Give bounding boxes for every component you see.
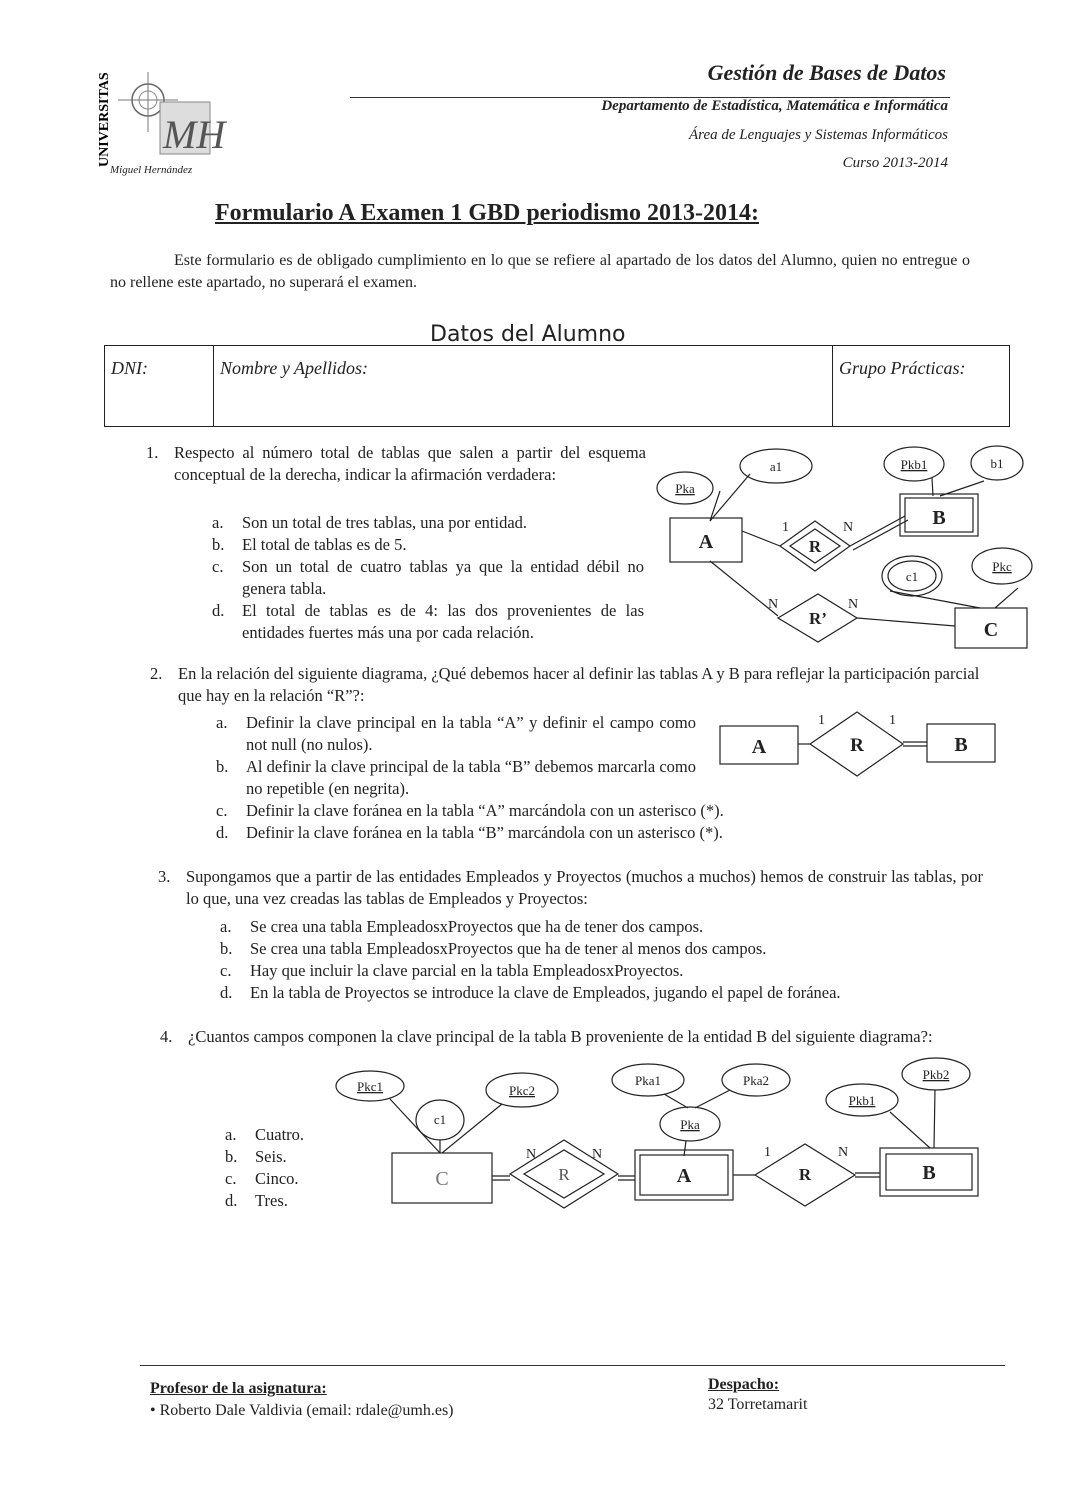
group-field[interactable] bbox=[833, 346, 1010, 427]
option-b[interactable] bbox=[212, 534, 644, 556]
option-text: Cinco. bbox=[255, 1169, 299, 1188]
option-text: Definir la clave foránea en la tabla “B” marcándola con un asterisco (*). bbox=[246, 823, 723, 842]
intro-paragraph: Este formulario es de obligado cumplimiento en lo que se refiere al apartado de los datos del Alumno, quien no entregue o no rellene este apartado, no superará el examen. bbox=[110, 252, 970, 291]
attr-label: Pkb2 bbox=[922, 1067, 950, 1082]
cardinality-label: 1 bbox=[764, 1145, 771, 1160]
logo-university-name: Miguel Hernández bbox=[110, 164, 193, 176]
attr-label: Pka2 bbox=[743, 1073, 769, 1088]
svg-text:MH: MH bbox=[163, 112, 226, 157]
academic-year: Curso 2013-2014 bbox=[842, 155, 948, 171]
attr-label: Pkb1 bbox=[900, 457, 928, 472]
option-letter: c. bbox=[216, 801, 228, 820]
question-3 bbox=[158, 866, 983, 910]
relation-label: R bbox=[808, 537, 822, 556]
option-b[interactable] bbox=[220, 938, 980, 960]
relation-label: R bbox=[850, 735, 864, 756]
option-letter: d. bbox=[216, 823, 229, 842]
course-title: Gestión de Bases de Datos bbox=[707, 60, 946, 85]
option-text: En la tabla de Proyectos se introduce la clave de Empleados, jugando el papel de foránea. bbox=[250, 983, 841, 1002]
option-letter: d. bbox=[212, 601, 225, 620]
option-letter: a. bbox=[225, 1125, 237, 1144]
office-value: 32 Torretamarit bbox=[708, 1396, 808, 1413]
option-c[interactable] bbox=[216, 800, 916, 822]
question-number: 4. bbox=[160, 1027, 173, 1046]
option-text: El total de tablas es de 4: las dos provenientes de las entidades fuertes más una por cada relación. bbox=[242, 601, 644, 642]
er-diagram-2 bbox=[715, 706, 1005, 786]
university-logo-icon bbox=[118, 72, 226, 172]
option-text: Definir la clave foránea en la tabla “A” marcándola con un asterisco (*). bbox=[246, 801, 724, 820]
attr-label: Pkc2 bbox=[509, 1083, 535, 1098]
option-text: Definir la clave principal en la tabla “A” y definir el campo como not null (no nulos). bbox=[246, 713, 696, 754]
entity-label: B bbox=[954, 734, 968, 756]
footer-divider bbox=[140, 1365, 1005, 1366]
relation-label: R bbox=[798, 1165, 812, 1184]
professor-label: Profesor de la asignatura: bbox=[150, 1380, 327, 1397]
entity-label: B bbox=[932, 507, 946, 529]
entity-label: B bbox=[922, 1162, 936, 1184]
option-letter: a. bbox=[216, 713, 228, 732]
exam-title: Formulario A Examen 1 GBD periodismo 2013-2014: bbox=[215, 200, 759, 226]
question-text: En la relación del siguiente diagrama, ¿Qué debemos hacer al definir las tablas A y B para reflejar la participación parcial que hay en la relación “R”?: bbox=[178, 664, 980, 705]
option-letter: c. bbox=[220, 961, 232, 980]
question-text: Respecto al número total de tablas que salen a partir del esquema conceptual de la derecha, indicar la afirmación verdadera: bbox=[174, 443, 646, 484]
question-2 bbox=[150, 663, 980, 707]
option-a[interactable] bbox=[220, 916, 980, 938]
option-b[interactable] bbox=[216, 756, 696, 800]
question-2-options bbox=[216, 712, 696, 800]
cardinality-label: N bbox=[843, 520, 854, 535]
option-text: Se crea una tabla EmpleadosxProyectos que ha de tener dos campos. bbox=[250, 917, 704, 936]
option-letter: d. bbox=[220, 983, 233, 1002]
cardinality-label: 1 bbox=[818, 713, 825, 728]
option-letter: a. bbox=[220, 917, 232, 936]
question-number: 2. bbox=[150, 664, 163, 683]
entity-label: A bbox=[676, 1165, 692, 1187]
cardinality-label: 1 bbox=[889, 713, 896, 728]
attr-label: Pkc bbox=[992, 559, 1012, 574]
question-4 bbox=[160, 1026, 990, 1048]
option-d[interactable] bbox=[220, 982, 980, 1004]
option-text: Son un total de cuatro tablas ya que la entidad débil no genera tabla. bbox=[242, 557, 644, 598]
entity-label: A bbox=[698, 531, 714, 553]
option-text: Son un total de tres tablas, una por entidad. bbox=[242, 513, 528, 532]
question-3-options bbox=[220, 916, 980, 1004]
attr-label: Pkb1 bbox=[848, 1093, 876, 1108]
question-number: 3. bbox=[158, 867, 171, 886]
option-c[interactable] bbox=[220, 960, 980, 982]
question-number: 1. bbox=[146, 443, 159, 462]
option-letter: c. bbox=[212, 557, 224, 576]
dni-label: DNI: bbox=[111, 358, 148, 378]
question-2-options-cd bbox=[216, 800, 916, 844]
er-diagram-4 bbox=[330, 1058, 990, 1208]
student-data-table bbox=[104, 345, 1010, 427]
option-a[interactable] bbox=[216, 712, 696, 756]
question-text: Supongamos que a partir de las entidades Empleados y Proyectos (muchos a muchos) hemos de construir las tablas, por lo que, una vez creadas las tablas de Empleados y Proyectos: bbox=[186, 867, 983, 908]
entity-label: C bbox=[435, 1168, 449, 1190]
question-1-options bbox=[212, 512, 644, 644]
option-text: El total de tablas es de 5. bbox=[242, 535, 407, 554]
attr-label: Pka1 bbox=[635, 1073, 661, 1088]
option-letter: b. bbox=[220, 939, 233, 958]
er-diagram-1 bbox=[650, 436, 1050, 658]
question-text: ¿Cuantos campos componen la clave principal de la tabla B proveniente de la entidad B del siguiente diagrama?: bbox=[188, 1027, 933, 1046]
attr-label: Pkc1 bbox=[357, 1079, 383, 1094]
area-name: Área de Lenguajes y Sistemas Informáticos bbox=[689, 127, 948, 143]
option-letter: b. bbox=[212, 535, 225, 554]
option-d[interactable] bbox=[216, 822, 916, 844]
attr-label: c1 bbox=[433, 1112, 447, 1127]
option-text: Tres. bbox=[255, 1191, 288, 1210]
attr-label: Pka bbox=[680, 1117, 700, 1132]
option-a[interactable] bbox=[212, 512, 644, 534]
cardinality-label: N bbox=[838, 1145, 849, 1160]
cardinality-label: N bbox=[848, 597, 859, 612]
dni-field[interactable] bbox=[105, 346, 214, 427]
entity-label: C bbox=[983, 619, 999, 641]
option-d[interactable] bbox=[212, 600, 644, 644]
option-text: Al definir la clave principal de la tabla “B” debemos marcarla como no repetible (en negrita). bbox=[246, 757, 696, 798]
option-text: Hay que incluir la clave parcial en la tabla EmpleadosxProyectos. bbox=[250, 961, 684, 980]
cardinality-label: N bbox=[768, 597, 779, 612]
professor-name: • Roberto Dale Valdivia (email: rdale@umh.es) bbox=[150, 1402, 454, 1419]
department-name: Departamento de Estadística, Matemática e Informática bbox=[601, 98, 948, 114]
relation-label: R’ bbox=[809, 609, 827, 628]
option-letter: a. bbox=[212, 513, 224, 532]
cardinality-label: N bbox=[526, 1147, 537, 1162]
name-field[interactable] bbox=[214, 346, 833, 427]
office-label: Despacho: bbox=[708, 1376, 780, 1393]
cardinality-label: N bbox=[592, 1147, 603, 1162]
attr-label: b1 bbox=[990, 456, 1004, 471]
option-letter: c. bbox=[225, 1169, 237, 1188]
university-logo-text bbox=[88, 72, 118, 172]
attr-label: c1 bbox=[905, 569, 919, 584]
attr-label: Pka bbox=[675, 481, 695, 496]
option-text: Seis. bbox=[255, 1147, 287, 1166]
entity-label: A bbox=[751, 736, 767, 758]
question-1 bbox=[146, 442, 646, 486]
group-label: Grupo Prácticas: bbox=[839, 358, 966, 378]
option-c[interactable] bbox=[212, 556, 644, 600]
logo-vertical-text: UNIVERSITAS bbox=[97, 72, 112, 167]
option-letter: d. bbox=[225, 1191, 238, 1210]
option-text: Se crea una tabla EmpleadosxProyectos que ha de tener al menos dos campos. bbox=[250, 939, 767, 958]
relation-label: R bbox=[558, 1165, 570, 1184]
student-data-heading: Datos del Alumno bbox=[430, 322, 626, 347]
option-text: Cuatro. bbox=[255, 1125, 305, 1144]
option-letter: b. bbox=[216, 757, 229, 776]
cardinality-label: 1 bbox=[782, 520, 789, 535]
option-letter: b. bbox=[225, 1147, 238, 1166]
name-label: Nombre y Apellidos: bbox=[220, 358, 368, 378]
attr-label: a1 bbox=[769, 459, 783, 474]
